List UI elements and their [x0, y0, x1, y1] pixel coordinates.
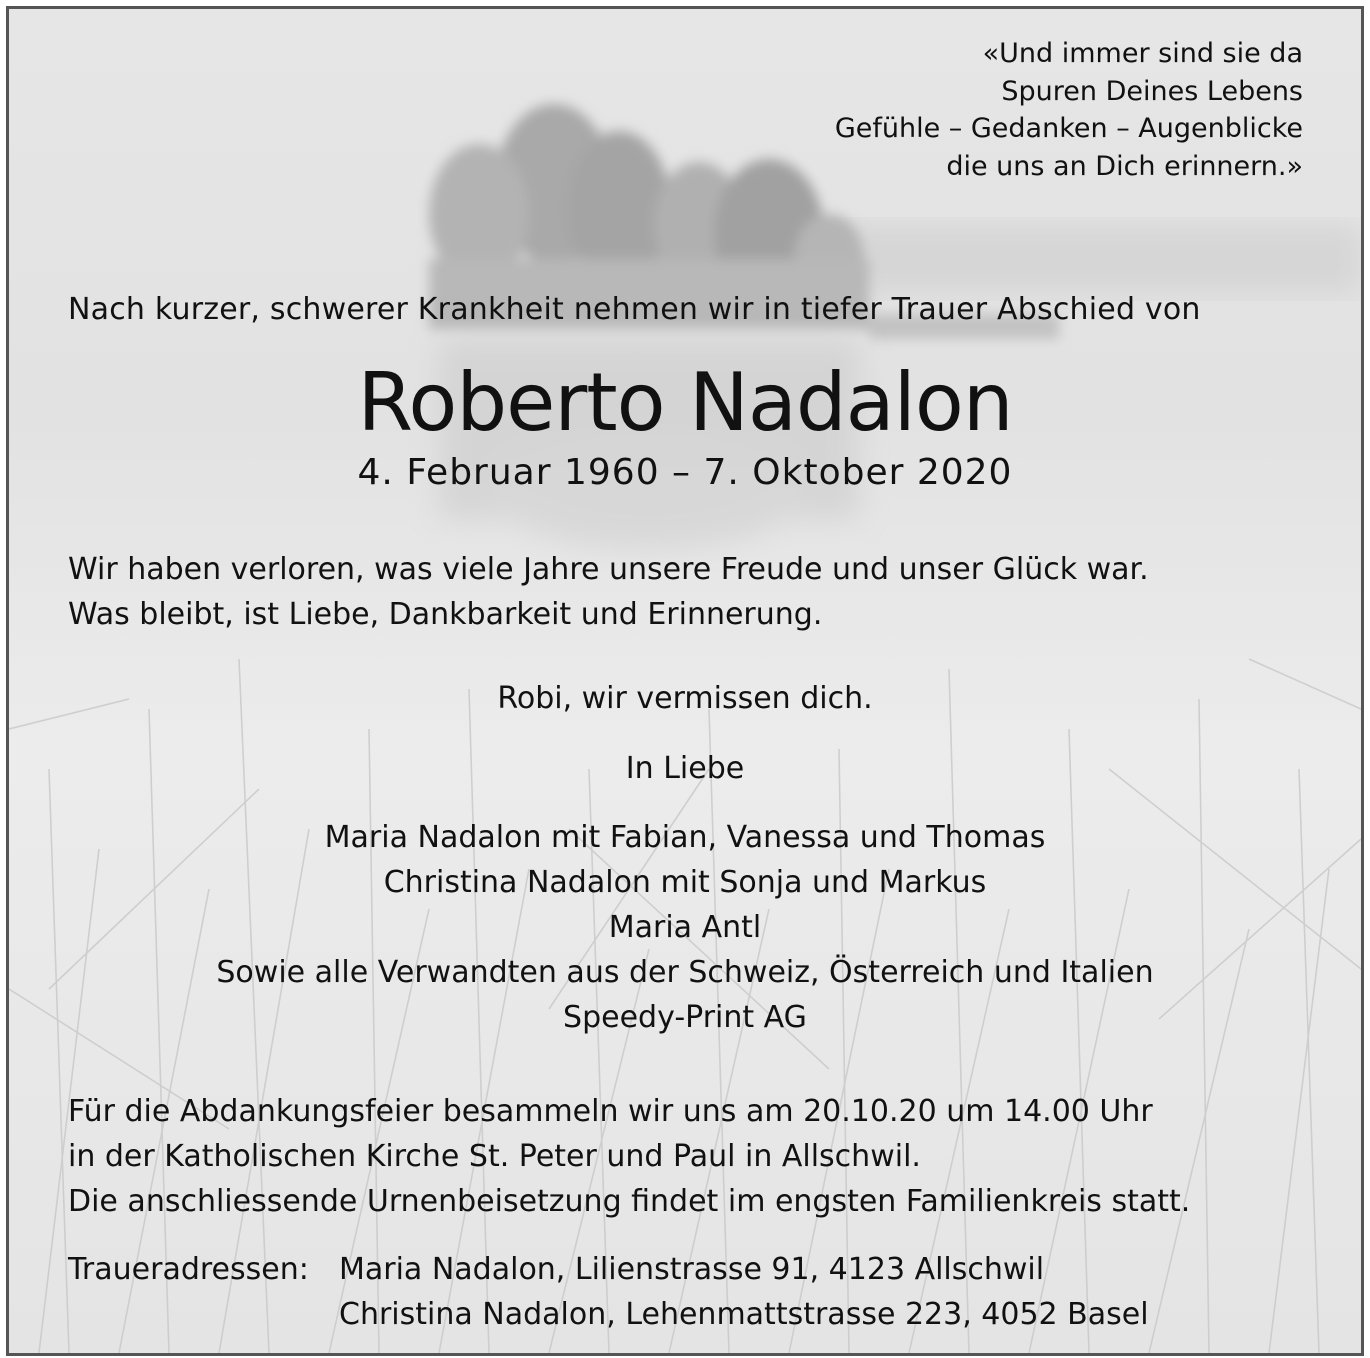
family-list [9, 815, 1361, 1040]
lost-line: Wir haben verloren, was viele Jahre unsere Freude und unser Glück war. [68, 552, 1149, 587]
motto-quote [835, 35, 1303, 185]
ceremony-line: in der Katholischen Kirche St. Peter und Paul in Allschwil. [68, 1139, 921, 1174]
family-line: Maria Nadalon mit Fabian, Vanessa und Thomas [324, 820, 1046, 855]
ceremony-line: Die anschliessende Urnenbeisetzung findet im engsten Familienkreis statt. [68, 1184, 1191, 1219]
love-line: In Liebe [625, 751, 745, 786]
family-line: Maria Antl [608, 910, 762, 945]
lost-text [68, 547, 1149, 637]
motto-line: «Und immer sind sie da [982, 38, 1303, 69]
intro-text: Nach kurzer, schwerer Krankheit nehmen wir in tiefer Trauer Abschied von [68, 292, 1201, 327]
address-row [68, 1247, 1149, 1292]
address-row [68, 1292, 1149, 1337]
life-dates: 4. Februar 1960 – 7. Oktober 2020 [357, 452, 1013, 493]
address-line: Maria Nadalon, Lilienstrasse 91, 4123 Allschwil [339, 1252, 1045, 1287]
motto-line: die uns an Dich erinnern.» [946, 150, 1303, 182]
lost-line: Was bleibt, ist Liebe, Dankbarkeit und Erinnerung. [68, 597, 823, 632]
address-line: Christina Nadalon, Lehenmattstrasse 223, 4052 Basel [339, 1297, 1149, 1332]
family-line: Christina Nadalon mit Sonja und Markus [383, 865, 987, 900]
motto-line: Gefühle – Gedanken – Augenblicke [834, 113, 1303, 144]
ceremony-line: Für die Abdankungsfeier besammeln wir uns am 20.10.20 um 14.00 Uhr [68, 1094, 1153, 1129]
addresses-label-spacer [68, 1292, 339, 1337]
deceased-name: Roberto Nadalon [357, 356, 1013, 449]
ceremony-info [68, 1089, 1190, 1224]
family-line: Speedy-Print AG [563, 1000, 807, 1035]
addresses-label: Traueradressen: [68, 1252, 309, 1287]
obituary-frame [6, 6, 1364, 1356]
mourning-addresses [68, 1247, 1149, 1337]
family-line: Sowie alle Verwandten aus der Schweiz, Österreich und Italien [216, 955, 1154, 990]
motto-line: Spuren Deines Lebens [1001, 75, 1303, 107]
obituary-content [9, 9, 1361, 1353]
miss-line: Robi, wir vermissen dich. [497, 681, 873, 716]
